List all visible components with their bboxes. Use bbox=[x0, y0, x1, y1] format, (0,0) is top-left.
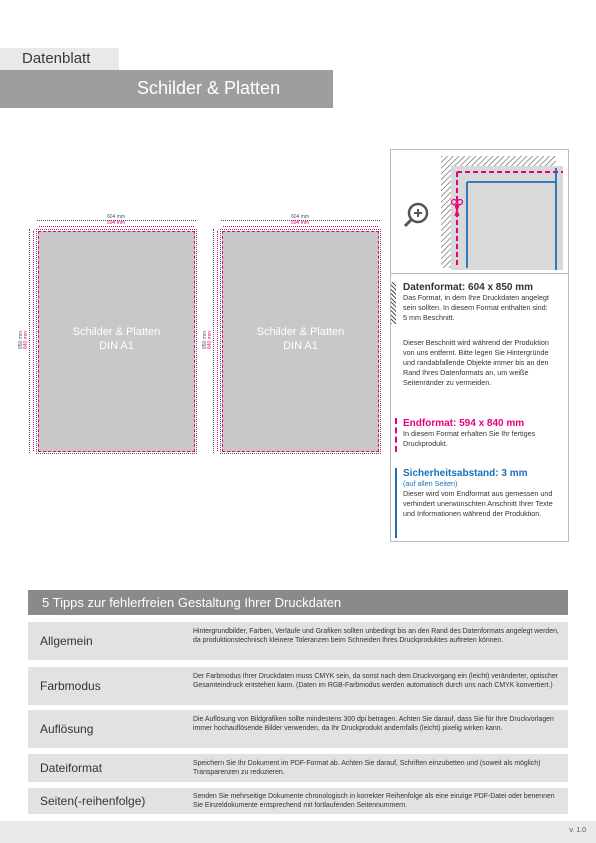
tip-label: Dateiformat bbox=[40, 761, 103, 775]
final-format-page bbox=[38, 231, 195, 452]
beschnitt-block bbox=[403, 338, 573, 388]
final-format-page bbox=[222, 231, 379, 452]
side-dim-line-inner bbox=[217, 231, 218, 451]
dim-inner-label: 594 mm bbox=[290, 220, 310, 226]
corner-detail-illustration bbox=[391, 150, 568, 274]
header-title-bar bbox=[0, 70, 333, 108]
datenformat-block bbox=[403, 282, 573, 323]
endformat-desc: In diesem Format erhalten Sie Ihr fertiges Druckprodukt. bbox=[403, 429, 536, 448]
zoom-in-icon bbox=[405, 204, 427, 226]
sheet-label-line1: Schilder & Platten bbox=[72, 326, 161, 338]
tip-label: Seiten(-reihenfolge) bbox=[40, 794, 146, 808]
page-title: Schilder & Platten bbox=[137, 78, 281, 98]
sicherheit-desc: Dieser wird vom Endformat aus gemessen und verhindert unerwünschten Anschnitt Ihrer Texte und Informationen während der Produktion. bbox=[403, 489, 553, 518]
tip-label: Auflösung bbox=[40, 722, 94, 736]
sicherheit-title: Sicherheitsabstand: 3 mm bbox=[403, 468, 528, 479]
dim-outer-label: 604 mm bbox=[290, 214, 310, 220]
dim-outer-label: 604 mm bbox=[106, 214, 126, 220]
datenformat-marker bbox=[391, 282, 396, 324]
tip-row-dateiformat bbox=[28, 754, 568, 782]
tips-title: 5 Tipps zur fehlerfreien Gestaltung Ihrer Druckdaten bbox=[42, 595, 342, 610]
tip-row-allgemein bbox=[28, 622, 568, 660]
corner-detail-graphic bbox=[391, 150, 568, 274]
tip-text: Speichern Sie Ihr Dokument im PDF-Format ab. Achten Sie darauf, Schriften einzubetten und (soweit als möglich) Transparenzen zu reduzieren. bbox=[193, 760, 541, 776]
sicherheit-marker bbox=[395, 468, 397, 538]
endformat-block bbox=[403, 418, 573, 449]
beschnitt-desc: Dieser Beschnitt wird während der Produktion von uns entfernt. Bitte legen Sie Hintergründe und randabfallende Objekte immer bis an den Rand Ihres Datenformats an, um weiße Seitenränder zu vermeiden. bbox=[403, 338, 549, 387]
sicherheit-sub: (auf allen Seiten) bbox=[403, 479, 458, 488]
tip-label: Farbmodus bbox=[40, 679, 101, 693]
endformat-marker bbox=[395, 418, 400, 452]
header-tab bbox=[0, 48, 119, 70]
dim-line-inner bbox=[39, 226, 194, 227]
sheet-label-line1: Schilder & Platten bbox=[256, 326, 345, 338]
footer bbox=[0, 821, 596, 843]
tip-text: Hintergrundbilder, Farben, Verläufe und Grafiken sollten unbedingt bis an den Rand des Datenformats angelegt werden, da produktionstechnisch kleinere Toleranzen beim Schneiden Ihres Druckproduktes auftreten können. bbox=[193, 628, 559, 644]
sicherheit-block bbox=[403, 468, 573, 519]
datenformat-title: Datenformat: 604 x 850 mm bbox=[403, 282, 534, 293]
version-label: v. 1.0 bbox=[569, 827, 586, 834]
side-dim-outer-label: 850 mm bbox=[202, 330, 209, 350]
side-dim-inner-label: 840 mm bbox=[23, 330, 30, 350]
dim-inner-label: 594 mm bbox=[106, 220, 126, 226]
sheet-label-line2: DIN A1 bbox=[99, 340, 134, 352]
tip-row-seiten bbox=[28, 788, 568, 814]
tip-label: Allgemein bbox=[40, 634, 93, 648]
side-dim-outer-label: 850 mm bbox=[18, 330, 25, 350]
dim-line-inner bbox=[223, 226, 378, 227]
side-dim-line-inner bbox=[33, 231, 34, 451]
tip-text: Die Auflösung von Bildgrafiken sollte mindestens 300 dpi betragen. Achten Sie darauf, dass Sie für Ihre Druckvorlagen immer hochauflösende Bilder verwenden, da Ihr Druckprodukt andernfalls (leicht) pixelig wirken kann. bbox=[193, 716, 554, 732]
tips-header bbox=[28, 590, 568, 615]
sheet-label-line2: DIN A1 bbox=[283, 340, 318, 352]
tip-text: Der Farbmodus Ihrer Druckdaten muss CMYK sein, da sonst nach dem Druckvorgang ein (leicht) veränderter, optischer Gesamteindruck entstehen kann. (Daten im RGB-Farbmodus werden automatisch durch uns nach CMYK konvertiert.) bbox=[193, 673, 558, 689]
endformat-title: Endformat: 594 x 840 mm bbox=[403, 418, 525, 429]
side-dim-inner-label: 840 mm bbox=[207, 330, 214, 350]
format-info-panel bbox=[390, 149, 569, 542]
side-dim-line-outer bbox=[29, 229, 30, 453]
side-dim-line-outer bbox=[213, 229, 214, 453]
tip-row-farbmodus bbox=[28, 667, 568, 705]
tip-row-aufloesung bbox=[28, 710, 568, 748]
header-tab-label: Datenblatt bbox=[22, 50, 91, 67]
tip-text: Senden Sie mehrseitige Dokumente chronologisch in korrekter Reihenfolge als eine einzige PDF-Datei oder benennen Sie Einzeldokumente entsprechend mit fortlaufenden Seitennummern. bbox=[193, 793, 555, 809]
datenformat-desc: Das Format, in dem Ihre Druckdaten angelegt sein sollten. In diesem Format enthalten sind: 5 mm Beschnitt. bbox=[403, 293, 549, 322]
